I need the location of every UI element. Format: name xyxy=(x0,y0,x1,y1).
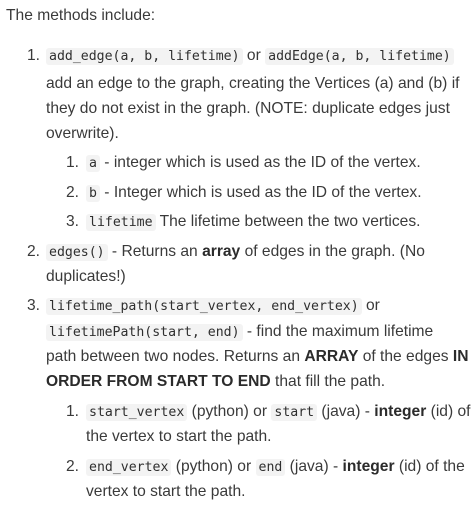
intro-text: The methods include: xyxy=(6,7,156,24)
subitem-text: (python) or xyxy=(175,458,252,475)
or-text: or xyxy=(246,47,261,64)
param-b: b xyxy=(86,185,100,202)
item-3-line-4 xyxy=(46,370,385,394)
subitem-text: The lifetime between the two vertices. xyxy=(159,213,421,230)
subitem-text: (python) or xyxy=(191,403,268,420)
param-start: start xyxy=(271,404,317,421)
item-3-text: path between two nodes. Returns an xyxy=(46,348,300,365)
param-start-vertex: start_vertex xyxy=(86,404,187,421)
param-end: end xyxy=(256,459,286,476)
bold-array: array xyxy=(202,243,241,260)
sublist-number-1-2: 2. xyxy=(66,184,80,201)
method-lifetimePath: lifetimePath(start, end) xyxy=(46,324,243,341)
item-3-line-1 xyxy=(46,294,380,318)
item-2-text-after: of edges in the graph. (No xyxy=(244,243,425,260)
item-2-line-2: duplicates!) xyxy=(46,268,126,285)
bold-order: ORDER FROM START TO END xyxy=(46,373,271,390)
item-3-text: of the edges xyxy=(362,348,449,365)
item-1-line-4: overwrite). xyxy=(46,125,119,142)
method-lifetime-path: lifetime_path(start_vertex, end_vertex) xyxy=(46,298,362,315)
list-number-2: 2. xyxy=(27,243,41,260)
subitem-text: - integer which is used as the ID of the vertex. xyxy=(104,154,421,171)
item-3-line-2 xyxy=(46,320,433,344)
subitem-text: (java) - xyxy=(289,458,339,475)
item-1-line-3: they do not exist in the graph. (NOTE: duplicate edges just xyxy=(46,100,450,117)
method-add-edge: add_edge(a, b, lifetime) xyxy=(46,48,243,65)
subitem-text: (id) of the xyxy=(398,458,465,475)
sublist-number-3-1: 1. xyxy=(66,403,80,420)
subitem-text: - Integer which is used as the ID of the vertex. xyxy=(104,184,422,201)
sublist-number-1-3: 3. xyxy=(66,213,80,230)
method-addEdge: addEdge(a, b, lifetime) xyxy=(265,48,454,65)
param-end-vertex: end_vertex xyxy=(86,459,171,476)
item-2-text: - Returns an xyxy=(111,243,198,260)
param-a: a xyxy=(86,155,100,172)
subitem-3-1-line-2: the vertex to start the path. xyxy=(86,428,272,445)
item-3-text: that fill the path. xyxy=(275,373,386,390)
item-3-text: - find the maximum lifetime xyxy=(246,323,434,340)
list-number-3: 3. xyxy=(27,297,41,314)
method-edges: edges() xyxy=(46,244,108,261)
subitem-3-1-line-1 xyxy=(86,400,471,424)
list-number-1: 1. xyxy=(27,47,41,64)
subitem-1-2 xyxy=(86,181,422,205)
subitem-text: (java) - xyxy=(321,403,370,420)
subitem-3-2-line-2: vertex to start the path. xyxy=(86,483,246,500)
or-text: or xyxy=(366,297,380,314)
subitem-1-1 xyxy=(86,151,421,175)
sublist-number-3-2: 2. xyxy=(66,458,80,475)
bold-ARRAY: ARRAY xyxy=(304,348,359,365)
bold-integer: integer xyxy=(374,403,427,420)
subitem-3-2-line-1 xyxy=(86,455,465,479)
item-1-line-1 xyxy=(46,44,454,68)
subitem-1-3 xyxy=(86,210,420,234)
item-1-line-2: add an edge to the graph, creating the Vertices (a) and (b) if xyxy=(46,75,460,92)
param-lifetime: lifetime xyxy=(86,214,156,231)
subitem-text: (id) of xyxy=(430,403,471,420)
bold-IN: IN xyxy=(452,348,469,365)
sublist-number-1-1: 1. xyxy=(66,154,80,171)
bold-integer: integer xyxy=(342,458,395,475)
item-2-line-1 xyxy=(46,240,425,264)
item-3-line-3 xyxy=(46,345,468,369)
